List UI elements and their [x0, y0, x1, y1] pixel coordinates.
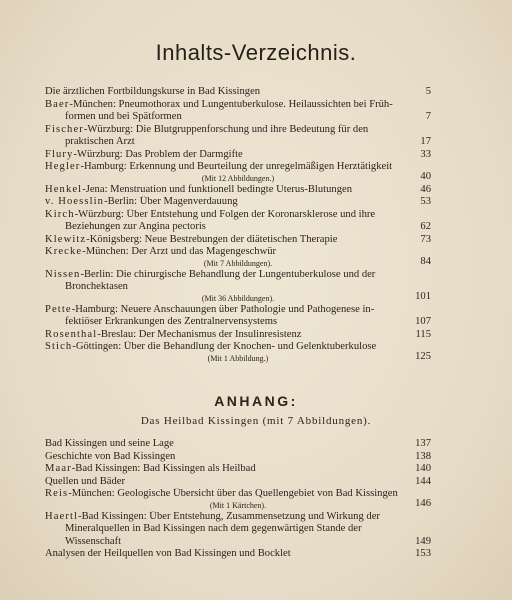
entry-place: München [85, 246, 126, 257]
entry-author: Krecke [45, 246, 83, 257]
entry-page-number: 46 [420, 183, 431, 195]
entry-title-line: Maar-Bad Kissingen: Bad Kissingen als Heilbad [45, 463, 256, 474]
toc-appendix-list [45, 438, 431, 561]
toc-main-list [45, 86, 431, 364]
entry-title-line [45, 523, 431, 536]
toc-entry [45, 99, 431, 124]
entry-author: Flury [45, 148, 74, 160]
toc-entry [45, 488, 431, 511]
entry-title-text: Bronchektasen [65, 281, 128, 292]
entry-page-number: 53 [420, 196, 431, 207]
entry-title-text: Quellen und Bäder [45, 475, 126, 487]
entry-page-number: 153 [415, 548, 431, 559]
entry-title-line: Pette-Hamburg: Neuere Anschauungen über Pathologie und Pathogenese in- [45, 303, 375, 315]
entry-title-text: Geologische Übersicht über das Quellengebiet von Bad Kissingen [117, 488, 398, 499]
entry-title-text: Das Problem der Darmgifte [125, 148, 243, 160]
entry-title-text: Bad Kissingen und seine Lage [45, 438, 174, 449]
toc-entry [45, 149, 431, 162]
entry-title-line: Nissen-Berlin: Die chirurgische Behandlung der Lungentuberkulose und der [45, 268, 376, 280]
toc-entry [45, 234, 431, 247]
entry-page-number: 5 [425, 86, 431, 97]
entry-title-line [45, 136, 431, 149]
entry-page-number: 73 [420, 233, 431, 245]
entry-title-line: Kirch-Würzburg: Über Entstehung und Folgen der Koronarsklerose und ihre [45, 208, 376, 220]
entry-title-line: Hegler-Hamburg: Erkennung und Beurteilung der unregelmäßigen Herztätigkeit [45, 161, 393, 172]
entry-title-line: Klewitz-Königsberg: Neue Bestrebungen der diätetischen Therapie [45, 233, 338, 245]
entry-page-number: 138 [415, 450, 431, 462]
entry-title-text: Mineralquellen in Bad Kissingen nach dem gegenwärtigen Stande der [65, 523, 362, 534]
entry-title-text: Neuere Anschauungen über Pathologie und Pathogenese in- [120, 303, 375, 315]
entry-title-line: Reis-München: Geologische Übersicht über das Quellengebiet von Bad Kissingen [45, 488, 398, 499]
toc-entry [45, 341, 431, 364]
toc-entry [45, 209, 431, 234]
entry-page-number: 115 [415, 328, 431, 340]
entry-title-line: Fischer-Würzburg: Die Blutgruppenforschung und ihre Bedeutung für den [45, 123, 369, 135]
entry-place: Göttingen [75, 341, 119, 352]
entry-place: Würzburg [78, 208, 121, 220]
toc-entry [45, 86, 431, 99]
entry-title-line [45, 536, 431, 549]
entry-author: Hegler [45, 161, 81, 172]
toc-entry [45, 184, 431, 197]
entry-page-number: 144 [415, 475, 431, 487]
entry-page-number: 101 [415, 291, 431, 302]
entry-title-text: Über die Behandlung der Knochen- und Gelenktuberkulose [123, 341, 377, 352]
entry-place: München [72, 98, 113, 110]
entry-title-text: Der Arzt und das Magengeschwür [131, 246, 277, 257]
entry-page-number: 149 [415, 535, 431, 547]
entry-title-text: Bad Kissingen als Heilbad [142, 463, 256, 474]
entry-page-number: 107 [415, 316, 431, 327]
entry-note: (Mit 7 Abbildungen). [203, 258, 273, 268]
entry-author: Henkel [45, 183, 83, 195]
entry-author: Rosenthal [45, 328, 98, 340]
entry-author: v. Hoesslin [45, 196, 105, 207]
entry-title-line [45, 476, 431, 489]
entry-title-text: Erkennung und Beurteilung der unregelmäßigen Herztätigkeit [129, 161, 393, 172]
entry-title-text: Pneumothorax und Lungentuberkulose. Heilaussichten bei Früh- [118, 98, 393, 110]
entry-title-line [45, 316, 431, 329]
entry-note: (Mit 1 Abbildung.) [207, 353, 269, 363]
entry-author: Klewitz [45, 233, 87, 245]
entry-title-text: Neue Bestrebungen der diätetischen Therapie [144, 233, 338, 245]
toc-entry [45, 246, 431, 269]
entry-page-number: 17 [420, 136, 431, 147]
entry-author: Kirch [45, 208, 75, 220]
entry-author: Stich [45, 341, 73, 352]
page-title: Inhalts-Verzeichnis. [155, 40, 357, 65]
entry-title-text: Menstruation und funktionell bedingte Uterus-Blutungen [110, 183, 353, 195]
entry-page-number: 62 [420, 221, 431, 232]
entry-note: (Mit 36 Abbildungen). [201, 293, 275, 303]
toc-entry [45, 451, 431, 464]
entry-title-text: Der Mechanismus der Insulinresistenz [138, 328, 302, 340]
entry-title-text: Über Entstehung, Zusammensetzung und Wirkung der [149, 510, 380, 522]
entry-place: Würzburg [87, 123, 131, 135]
entry-place: Berlin [83, 268, 111, 280]
entry-author: Haertl [45, 510, 79, 522]
entry-place: Bad Kissingen [81, 510, 144, 522]
toc-entry [45, 476, 431, 489]
entry-title-line [45, 548, 431, 561]
entry-author: Maar [45, 463, 72, 474]
toc-entry [45, 124, 431, 149]
toc-entry [45, 548, 431, 561]
entry-place: Berlin [107, 196, 135, 207]
entry-title-text: Über Magenverdauung [139, 196, 238, 207]
entry-title-text: praktischen Arzt [65, 136, 135, 147]
entry-title-line: Henkel-Jena: Menstruation und funktionell bedingte Uterus-Blutungen [45, 183, 353, 195]
entry-title-text: Die ärztlichen Fortbildungskurse in Bad Kissingen [45, 86, 261, 97]
entry-title-line: Haertl-Bad Kissingen: Über Entstehung, Zusammensetzung und Wirkung der [45, 510, 380, 522]
entry-page-number: 84 [420, 256, 431, 267]
entry-title-text: Über Entstehung und Folgen der Koronarsklerose und ihre [126, 208, 376, 220]
entry-page-number: 40 [420, 171, 431, 182]
toc-entry [45, 196, 431, 209]
entry-page-number: 146 [415, 498, 431, 509]
toc-entry [45, 463, 431, 476]
entry-title-text: Analysen der Heilquellen von Bad Kissingen und Bocklet [45, 548, 291, 559]
entry-title-text: formen und bei Spätformen [65, 111, 182, 122]
entry-page-number: 33 [420, 148, 431, 160]
entry-title-line: Stich-Göttingen: Über die Behandlung der Knochen- und Gelenktuberkulose [45, 341, 377, 352]
toc-entry [45, 438, 431, 451]
entry-place: Hamburg [83, 161, 124, 172]
entry-title-text: fektiöser Erkrankungen des Zentralnervensystems [65, 316, 278, 327]
appendix-subheading: Das Heilbad Kissingen (mit 7 Abbildungen). [140, 415, 372, 427]
entry-author: Fischer [45, 123, 84, 135]
entry-author: Pette [45, 303, 72, 315]
entry-title-text: Die Blutgruppenforschung und ihre Bedeutung für den [135, 123, 369, 135]
entry-title-line: Flury-Würzburg: Das Problem der Darmgifte [45, 148, 243, 160]
appendix-heading: ANHANG: [214, 393, 298, 409]
entry-note: (Mit 1 Kärtchen). [209, 500, 267, 510]
entry-title-line: Krecke-München: Der Arzt und das Magengeschwür [45, 246, 277, 257]
entry-title-text: Die chirurgische Behandlung der Lungentuberkulose und der [116, 268, 376, 280]
entry-title-line: v. Hoesslin-Berlin: Über Magenverdauung [45, 196, 238, 207]
entry-note: (Mit 12 Abbildungen.) [201, 173, 275, 183]
entry-title-line: Baer-München: Pneumothorax und Lungentuberkulose. Heilaussichten bei Früh- [45, 98, 393, 110]
entry-place: Jena [85, 183, 105, 195]
entry-page-number: 125 [415, 351, 431, 362]
entry-title-text: Wissenschaft [65, 535, 122, 547]
entry-author: Nissen [45, 268, 81, 280]
entry-title-line [45, 438, 431, 451]
entry-title-line [45, 281, 431, 294]
entry-author: Baer [45, 98, 70, 110]
toc-entry [45, 161, 431, 184]
entry-title-line: Rosenthal-Breslau: Der Mechanismus der Insulinresistenz [45, 328, 302, 340]
entry-place: München [71, 488, 112, 499]
entry-place: Königsberg [89, 233, 140, 245]
entry-title-line [45, 111, 431, 124]
toc-entry [45, 511, 431, 549]
entry-title-line [45, 451, 431, 464]
entry-page-number: 7 [425, 111, 431, 122]
entry-page-number: 140 [415, 463, 431, 474]
toc-entry [45, 329, 431, 342]
entry-page-number: 137 [415, 438, 431, 449]
toc-entry [45, 304, 431, 329]
entry-title-line [45, 86, 431, 99]
entry-place: Würzburg [77, 148, 120, 160]
entry-title-line [45, 221, 431, 234]
entry-place: Breslau [100, 328, 134, 340]
toc-entry [45, 269, 431, 304]
entry-title-text: Geschichte von Bad Kissingen [45, 450, 176, 462]
entry-place: Bad Kissingen [75, 463, 138, 474]
entry-title-text: Beziehungen zur Angina pectoris [65, 221, 206, 232]
entry-place: Hamburg [75, 303, 116, 315]
entry-author: Reis [45, 488, 69, 499]
